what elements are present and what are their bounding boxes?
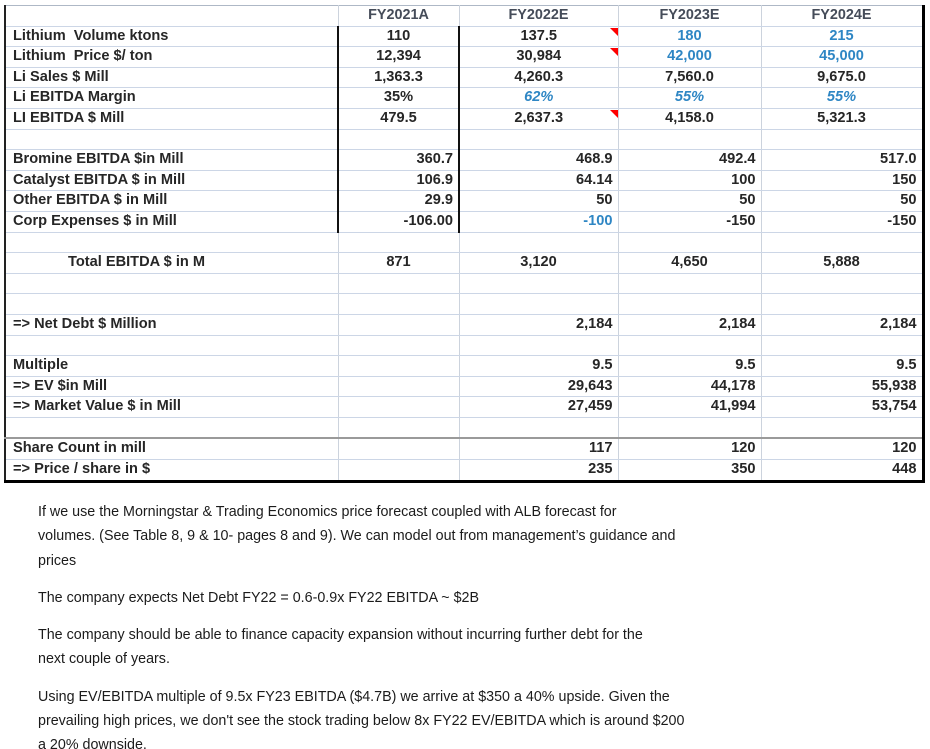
cell-FY2024E <box>761 273 923 294</box>
cell-FY2022E <box>459 294 618 315</box>
row-label <box>5 273 338 294</box>
text-line: The company expects Net Debt FY22 = 0.6-0.9x FY22 EBITDA ~ $2B <box>38 589 480 606</box>
cell-FY2022E: 30,984 <box>459 47 618 68</box>
row-label <box>5 129 338 150</box>
cell-FY2024E: 215 <box>761 26 923 47</box>
note-paragraph <box>38 623 898 672</box>
cell-FY2022E <box>459 417 618 438</box>
cell-FY2021A <box>338 460 459 482</box>
table-row <box>5 335 923 356</box>
table-row <box>5 88 923 109</box>
cell-FY2023E: 2,184 <box>618 314 761 335</box>
text-line: prices <box>38 552 77 569</box>
cell-FY2022E <box>459 129 618 150</box>
table-row <box>5 67 923 88</box>
cell-FY2024E <box>761 335 923 356</box>
table-row <box>5 273 923 294</box>
cell-FY2023E: 7,560.0 <box>618 67 761 88</box>
table-row <box>5 376 923 397</box>
cell-FY2022E: 4,260.3 <box>459 67 618 88</box>
table-row <box>5 108 923 129</box>
cell-FY2023E: -150 <box>618 211 761 232</box>
cell-FY2021A <box>338 232 459 253</box>
cell-FY2024E: 9.5 <box>761 356 923 377</box>
text-line: a 20% downside. <box>38 737 147 749</box>
cell-FY2024E <box>761 417 923 438</box>
note-paragraph <box>38 500 898 573</box>
row-label: Total EBITDA $ in M <box>5 253 338 274</box>
corner-cell <box>5 6 338 27</box>
comment-triangle-icon <box>610 110 618 118</box>
row-label: Bromine EBITDA $in Mill <box>5 150 338 171</box>
financial-model-region <box>4 5 925 483</box>
text-line: next couple of years. <box>38 651 170 668</box>
row-label: => Net Debt $ Million <box>5 314 338 335</box>
table-row <box>5 314 923 335</box>
table-row <box>5 397 923 418</box>
cell-FY2021A <box>338 397 459 418</box>
cell-FY2023E: 55% <box>618 88 761 109</box>
header-row <box>5 6 923 27</box>
cell-FY2024E: -150 <box>761 211 923 232</box>
table-row <box>5 129 923 150</box>
cell-FY2021A: 12,394 <box>338 47 459 68</box>
cell-FY2023E: 44,178 <box>618 376 761 397</box>
column-header: FY2022E <box>459 6 618 27</box>
table-row <box>5 211 923 232</box>
row-label: => EV $in Mill <box>5 376 338 397</box>
cell-FY2022E: 64.14 <box>459 170 618 191</box>
row-label: Lithium Volume ktons <box>5 26 338 47</box>
cell-FY2023E <box>618 273 761 294</box>
table-row <box>5 26 923 47</box>
row-label: => Market Value $ in Mill <box>5 397 338 418</box>
cell-FY2023E: 492.4 <box>618 150 761 171</box>
row-label: Li Sales $ Mill <box>5 67 338 88</box>
cell-FY2023E <box>618 417 761 438</box>
table-row <box>5 253 923 274</box>
cell-FY2024E <box>761 232 923 253</box>
cell-FY2023E: 4,650 <box>618 253 761 274</box>
cell-FY2022E: 50 <box>459 191 618 212</box>
cell-FY2023E <box>618 335 761 356</box>
cell-FY2021A <box>338 356 459 377</box>
cell-FY2022E: 29,643 <box>459 376 618 397</box>
cell-FY2021A: -106.00 <box>338 211 459 232</box>
cell-FY2024E: 9,675.0 <box>761 67 923 88</box>
cell-FY2022E: 2,184 <box>459 314 618 335</box>
cell-FY2021A: 1,363.3 <box>338 67 459 88</box>
note-paragraph <box>38 586 898 610</box>
cell-FY2023E: 120 <box>618 438 761 459</box>
cell-FY2023E: 100 <box>618 170 761 191</box>
row-label: Corp Expenses $ in Mill <box>5 211 338 232</box>
table-row <box>5 191 923 212</box>
cell-FY2023E <box>618 129 761 150</box>
text-line: The company should be able to finance capacity expansion without incurring further debt for the <box>38 627 643 644</box>
cell-FY2023E: 50 <box>618 191 761 212</box>
cell-FY2023E: 41,994 <box>618 397 761 418</box>
cell-FY2024E: 55,938 <box>761 376 923 397</box>
cell-FY2021A <box>338 335 459 356</box>
cell-FY2021A: 360.7 <box>338 150 459 171</box>
table-row <box>5 356 923 377</box>
text-line: If we use the Morningstar & Trading Economics price forecast coupled with ALB forecast for <box>38 504 617 520</box>
cell-FY2021A <box>338 376 459 397</box>
cell-FY2024E: 150 <box>761 170 923 191</box>
cell-FY2024E <box>761 294 923 315</box>
cell-FY2021A <box>338 438 459 459</box>
cell-FY2021A <box>338 294 459 315</box>
cell-FY2021A <box>338 314 459 335</box>
ebitda-model-table <box>4 5 925 483</box>
row-label: => Price / share in $ <box>5 460 338 482</box>
cell-FY2024E <box>761 129 923 150</box>
row-label: Multiple <box>5 356 338 377</box>
cell-FY2021A: 29.9 <box>338 191 459 212</box>
cell-FY2022E: 235 <box>459 460 618 482</box>
cell-FY2023E: 42,000 <box>618 47 761 68</box>
cell-FY2022E: -100 <box>459 211 618 232</box>
cell-FY2024E: 55% <box>761 88 923 109</box>
cell-FY2023E <box>618 232 761 253</box>
cell-FY2021A: 871 <box>338 253 459 274</box>
cell-FY2022E: 2,637.3 <box>459 108 618 129</box>
cell-FY2024E: 448 <box>761 460 923 482</box>
table-row <box>5 460 923 482</box>
table-row <box>5 170 923 191</box>
row-label: Lithium Price $/ ton <box>5 47 338 68</box>
cell-FY2024E: 45,000 <box>761 47 923 68</box>
cell-FY2024E: 2,184 <box>761 314 923 335</box>
table-row <box>5 438 923 459</box>
text-line: prevailing high prices, we don't see the stock trading below 8x FY22 EV/EBITDA which is around $200 <box>38 713 685 730</box>
cell-FY2022E: 117 <box>459 438 618 459</box>
cell-FY2022E: 62% <box>459 88 618 109</box>
note-paragraph <box>38 685 898 749</box>
table-row <box>5 294 923 315</box>
cell-FY2022E <box>459 273 618 294</box>
row-label: Share Count in mill <box>5 438 338 459</box>
row-label <box>5 232 338 253</box>
row-label: Catalyst EBITDA $ in Mill <box>5 170 338 191</box>
cell-FY2021A: 110 <box>338 26 459 47</box>
cell-FY2023E: 350 <box>618 460 761 482</box>
row-label: Li EBITDA Margin <box>5 88 338 109</box>
row-label <box>5 417 338 438</box>
cell-FY2022E <box>459 335 618 356</box>
cell-FY2022E: 27,459 <box>459 397 618 418</box>
text-line: volumes. (See Table 8, 9 & 10- pages 8 and 9). We can model out from management’s guidance and <box>38 528 676 545</box>
cell-FY2023E <box>618 294 761 315</box>
cell-FY2023E: 9.5 <box>618 356 761 377</box>
row-label: Other EBITDA $ in Mill <box>5 191 338 212</box>
cell-FY2022E: 9.5 <box>459 356 618 377</box>
cell-FY2022E: 3,120 <box>459 253 618 274</box>
column-header: FY2024E <box>761 6 923 27</box>
cell-FY2024E: 120 <box>761 438 923 459</box>
table-row <box>5 150 923 171</box>
comment-triangle-icon <box>610 28 618 36</box>
cell-FY2021A <box>338 273 459 294</box>
cell-FY2022E: 137.5 <box>459 26 618 47</box>
cell-FY2022E <box>459 232 618 253</box>
cell-FY2024E: 53,754 <box>761 397 923 418</box>
cell-FY2021A: 479.5 <box>338 108 459 129</box>
cell-FY2024E: 50 <box>761 191 923 212</box>
row-label <box>5 294 338 315</box>
comment-triangle-icon <box>610 48 618 56</box>
row-label <box>5 335 338 356</box>
cell-FY2021A: 35% <box>338 88 459 109</box>
cell-FY2024E: 5,321.3 <box>761 108 923 129</box>
column-header: FY2021A <box>338 6 459 27</box>
cell-FY2021A <box>338 417 459 438</box>
cell-FY2024E: 5,888 <box>761 253 923 274</box>
analysis-notes <box>38 500 898 749</box>
cell-FY2023E: 180 <box>618 26 761 47</box>
text-line: Using EV/EBITDA multiple of 9.5x FY23 EBITDA ($4.7B) we arrive at $350 a 40% upside. Given the <box>38 688 670 705</box>
cell-FY2023E: 4,158.0 <box>618 108 761 129</box>
table-row <box>5 47 923 68</box>
table-row <box>5 417 923 438</box>
column-header: FY2023E <box>618 6 761 27</box>
table-row <box>5 232 923 253</box>
row-label: LI EBITDA $ Mill <box>5 108 338 129</box>
cell-FY2021A: 106.9 <box>338 170 459 191</box>
cell-FY2022E: 468.9 <box>459 150 618 171</box>
cell-FY2021A <box>338 129 459 150</box>
cell-FY2024E: 517.0 <box>761 150 923 171</box>
